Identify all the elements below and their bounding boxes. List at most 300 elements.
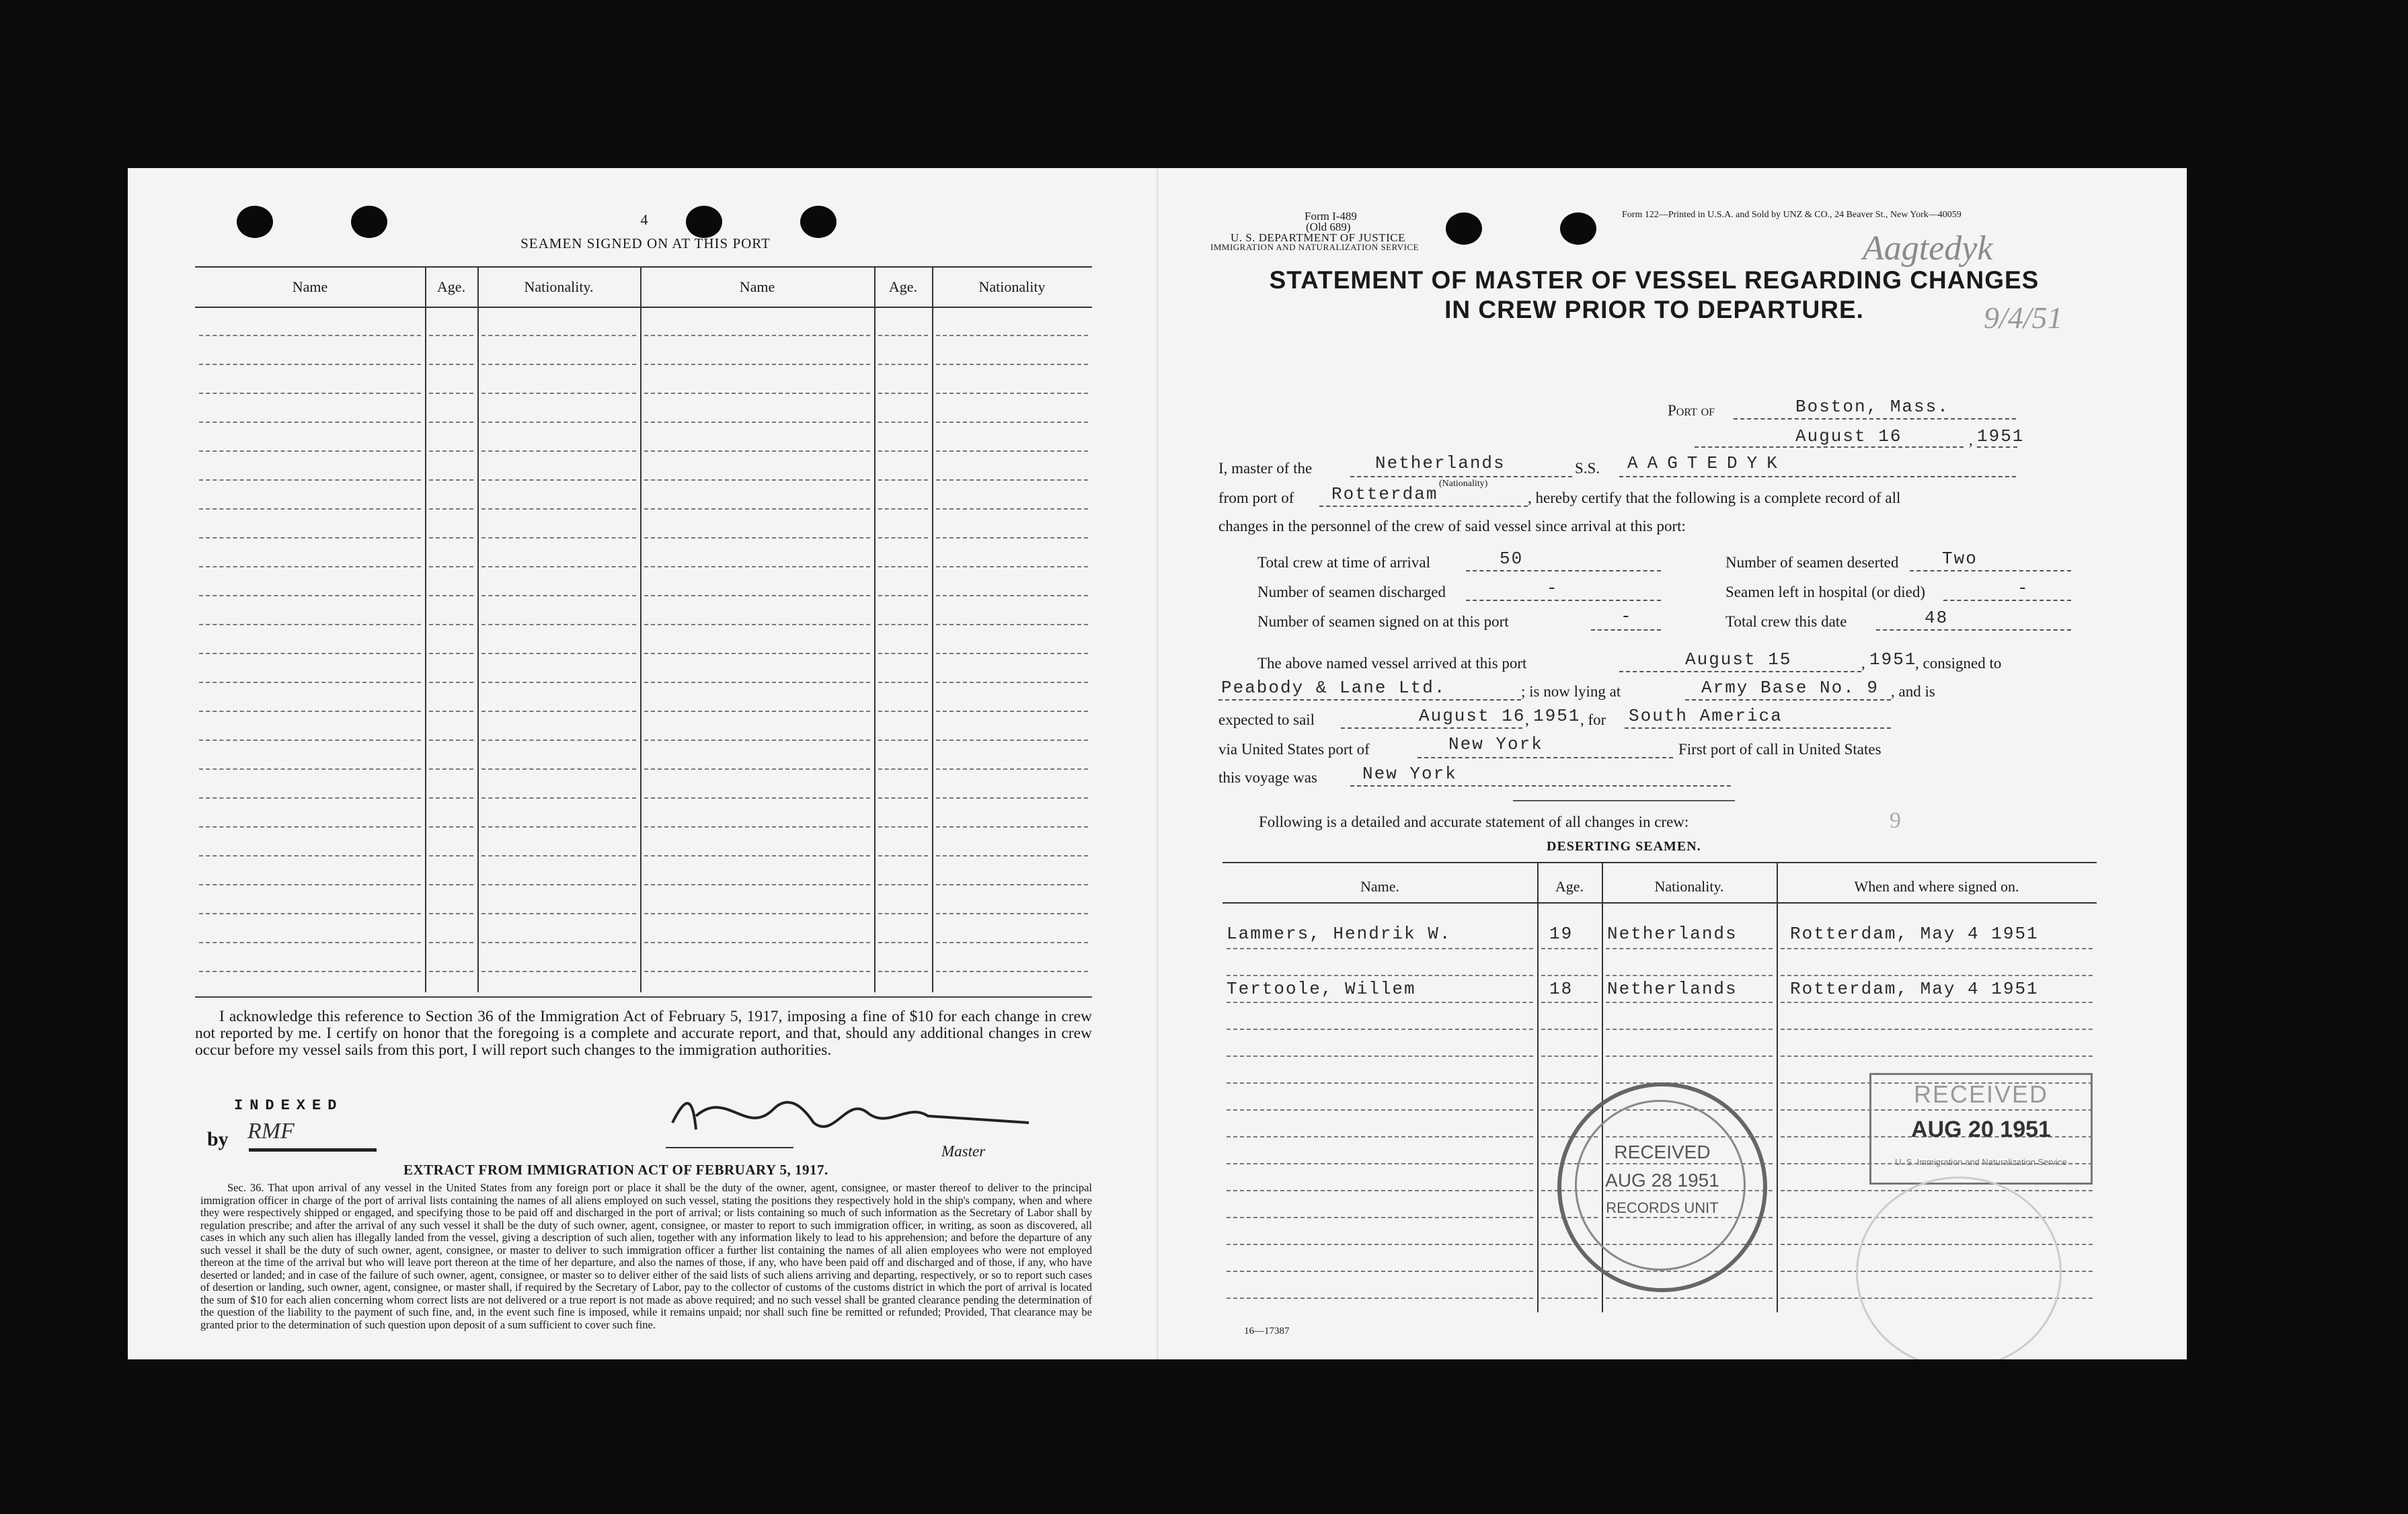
from-port-value: Rotterdam — [1331, 484, 1438, 504]
ruled-line — [199, 740, 421, 741]
total-crew-arrival-label: Total crew at time of arrival — [1257, 554, 1431, 571]
ruled-line — [1781, 975, 2093, 976]
comma: , — [1861, 655, 1865, 672]
ruled-line — [1227, 1109, 1533, 1111]
ruled-line — [1541, 948, 1598, 949]
ruled-line — [481, 364, 636, 365]
ruled-line — [481, 971, 636, 972]
ruled-line — [936, 855, 1088, 856]
ruled-line — [1606, 1002, 1773, 1003]
signed-on-line — [1591, 629, 1661, 631]
for-label: , for — [1580, 711, 1606, 728]
deserted-label: Number of seamen deserted — [1725, 554, 1899, 571]
ruled-line — [1606, 975, 1773, 976]
ruled-line — [936, 942, 1088, 943]
form-title-line1: STATEMENT OF MASTER OF VESSEL REGARDING CHANGES — [1269, 266, 2040, 294]
ruled-line — [429, 913, 473, 914]
ruled-line — [481, 826, 636, 828]
ruled-line — [644, 422, 870, 423]
via-value: New York — [1448, 734, 1543, 754]
ruled-line — [878, 566, 928, 567]
deserters-header-border — [1222, 902, 2097, 904]
page-number: 4 — [640, 211, 648, 228]
column-divider — [874, 266, 876, 992]
ruled-line — [429, 884, 473, 885]
ruled-line — [1541, 975, 1598, 976]
ruled-line — [1606, 1298, 1773, 1299]
round-stamp-date: AUG 28 1951 — [1605, 1170, 1719, 1191]
ruled-line — [1541, 1109, 1598, 1111]
from-port-line — [1319, 506, 1528, 507]
ruled-line — [644, 826, 870, 828]
ruled-line — [644, 653, 870, 654]
comma: , — [1525, 711, 1529, 728]
ruled-line — [199, 942, 421, 943]
acknowledgement-text: I acknowledge this reference to Section 36 of the Immigration Act of February 5, 1917, imposing a fine of $10 for each change in crew not reported by me. I certify on honor that the foregoing is a complete and accurate report, and that, should any additional changes in crew occur before my vessel sails from this port, I will report such changes to the immigration authorities. — [195, 1008, 1092, 1059]
lying-value: Army Base No. 9 — [1701, 678, 1879, 698]
ruled-line — [878, 913, 928, 914]
ruled-line — [936, 422, 1088, 423]
ruled-line — [936, 450, 1088, 452]
ruled-line — [199, 884, 421, 885]
ruled-line — [878, 740, 928, 741]
ruled-line — [429, 566, 473, 567]
ruled-line — [878, 942, 928, 943]
extract-text: Sec. 36. That upon arrival of any vessel in the United States from any foreign port or place it shall be the duty of the owner, agent, consignee, or master thereof to deliver to the principal immigration officer in charge of the port of arrival lists containing the names of all aliens employed on such vessel, stating the positions they respectively hold in the ship's company, when and where they were respectively shipped or engaged, and specifying those to be paid off and discharged in the port of arrival; or lists containing so much of such information as the Secretary of Labor shall by regulation prescribe; and after the arrival of any such vessel it shall be the duty of such owner, agent, consignee, or master to report to such immigration officer, in writing, as soon as discovered, all cases in which any such alien has illegally landed from the vessel, giving a description of such alien, together with any information likely to lead to his apprehension; and before the departure of any such vessel it shall be the duty of such owner, agent, consignee, or master to deliver to such immigration officer a further list containing the names of all alien employees who were not employed thereon at the time of the arrival but who will leave port thereon at the time of her departure, and also the names of those, if any, who have been paid off and discharged and of those, if any, who have deserted or landed; and in case of the failure of such owner, agent, consignee, or master so to deliver either of the said lists of such aliens arriving and departing, respectively, or so to report such cases of desertion or landing, such owner, agent, consignee, or master shall, if required by the Secretary of Labor, pay to the collector of customs of the customs district in which the port of arrival is located the sum of $10 for each alien concerning whom correct lists are not delivered or a true report is not made as above required; and no such vessel shall be granted clearance pending the determination of the question of the liability to the payment of such fine, and, in the event such fine is imposed, while it remains unpaid; nor shall such fine be remitted or refunded; Provided, That clearance may be granted prior to the determination of such question upon deposit of a sum sufficient to cover such fine. — [200, 1181, 1092, 1331]
by-underline — [249, 1148, 377, 1152]
ruled-line — [1227, 1055, 1533, 1057]
ruled-line — [481, 422, 636, 423]
ruled-line — [878, 711, 928, 712]
round-stamp-label: RECEIVED — [1614, 1142, 1711, 1162]
column-divider — [1537, 862, 1539, 1312]
received-stamp-date: AUG 20 1951 — [1911, 1117, 2051, 1142]
column-divider — [425, 266, 426, 992]
ruled-line — [481, 711, 636, 712]
ruled-line — [1227, 1244, 1533, 1245]
ruled-line — [936, 740, 1088, 741]
master-of-label: I, master of the — [1218, 460, 1313, 477]
ruled-line — [481, 508, 636, 510]
consigned-label: , consigned to — [1915, 655, 2002, 672]
ruled-line — [878, 624, 928, 625]
ruled-line — [936, 971, 1088, 972]
ruled-line — [644, 335, 870, 336]
voyage-underline — [1513, 800, 1735, 801]
punch-hole — [351, 206, 387, 238]
ruled-line — [1227, 1002, 1533, 1003]
ghost-stamp — [1856, 1177, 2062, 1359]
ruled-line — [429, 624, 473, 625]
voyage-value: New York — [1362, 764, 1457, 784]
ruled-line — [878, 450, 928, 452]
ruled-line — [936, 826, 1088, 828]
ruled-line — [429, 682, 473, 683]
dcol-header-age: Age. — [1555, 878, 1584, 895]
ruled-line — [481, 913, 636, 914]
ruled-line — [644, 971, 870, 972]
ruled-line — [936, 537, 1088, 539]
ruled-line — [199, 624, 421, 625]
ruled-line — [1227, 948, 1533, 949]
ruled-line — [429, 971, 473, 972]
table-top-border — [195, 266, 1092, 268]
hospital-line — [1943, 600, 2071, 601]
ruled-line — [936, 653, 1088, 654]
ruled-line — [1541, 1298, 1598, 1299]
lying-label: ; is now lying at — [1521, 683, 1621, 700]
ruled-line — [878, 364, 928, 365]
ruled-line — [936, 508, 1088, 510]
ruled-line — [429, 595, 473, 596]
ruled-line — [429, 335, 473, 336]
ruled-line — [429, 740, 473, 741]
arrived-label: The above named vessel arrived at this port — [1257, 655, 1527, 672]
ruled-line — [878, 971, 928, 972]
indexed-stamp: INDEXED — [234, 1097, 344, 1114]
ruled-line — [199, 335, 421, 336]
form-number: Form I-489 — [1305, 210, 1357, 223]
ruled-line — [481, 624, 636, 625]
dcol-header-name: Name. — [1360, 878, 1400, 895]
punch-hole — [1446, 212, 1482, 245]
ruled-line — [644, 711, 870, 712]
ruled-line — [644, 913, 870, 914]
expected-value: August 16 — [1419, 706, 1526, 726]
ruled-line — [878, 537, 928, 539]
signature-line — [666, 1147, 793, 1148]
ruled-line — [1606, 948, 1773, 949]
ruled-line — [429, 942, 473, 943]
year-value: 1951 — [1977, 426, 2025, 446]
ruled-line — [199, 450, 421, 452]
following-label: Following is a detailed and accurate statement of all changes in crew: — [1259, 813, 1689, 830]
date-line — [1695, 446, 1964, 448]
discharged-line — [1466, 600, 1661, 601]
deserter-age: 19 — [1549, 924, 1574, 944]
ruled-line — [429, 450, 473, 452]
ruled-line — [199, 826, 421, 828]
total-crew-date-line — [1876, 629, 2071, 631]
col-header-nationality-2: Nationality — [978, 278, 1046, 295]
deserter-age: 18 — [1549, 979, 1574, 999]
ruled-line — [199, 797, 421, 799]
discharged-label: Number of seamen discharged — [1257, 584, 1446, 600]
punch-hole — [686, 206, 722, 238]
ruled-line — [199, 913, 421, 914]
total-crew-date-value: 48 — [1925, 608, 1949, 628]
by-initials: RMF — [247, 1119, 295, 1144]
nationality-value: Netherlands — [1375, 453, 1506, 473]
ruled-line — [936, 566, 1088, 567]
records-unit-stamp — [1557, 1082, 1767, 1292]
ruled-line — [429, 826, 473, 828]
ruled-line — [1227, 1163, 1533, 1164]
ruled-line — [199, 682, 421, 683]
ruled-line — [878, 393, 928, 394]
column-divider — [1777, 862, 1778, 1312]
ruled-line — [1227, 1271, 1533, 1272]
ruled-line — [1541, 1055, 1598, 1057]
ruled-line — [481, 537, 636, 539]
footer-code: 16—17387 — [1244, 1326, 1290, 1337]
ruled-line — [481, 768, 636, 770]
ruled-line — [878, 422, 928, 423]
ruled-line — [936, 768, 1088, 770]
ruled-line — [481, 884, 636, 885]
ruled-line — [1781, 948, 2093, 949]
ruled-line — [429, 479, 473, 481]
destination-line — [1625, 727, 1891, 729]
ruled-line — [644, 855, 870, 856]
ruled-line — [936, 335, 1088, 336]
ruled-line — [936, 595, 1088, 596]
first-port-label: First port of call in United States — [1678, 741, 1881, 758]
ruled-line — [429, 508, 473, 510]
ruled-line — [199, 364, 421, 365]
ruled-line — [644, 624, 870, 625]
deserter-signed: Rotterdam, May 4 1951 — [1790, 924, 2039, 944]
year-line — [1977, 446, 2017, 448]
expected-line — [1341, 727, 1522, 729]
deserter-nationality: Netherlands — [1607, 924, 1738, 944]
ruled-line — [1227, 1029, 1533, 1030]
col-header-age-2: Age. — [888, 278, 918, 295]
ruled-line — [1227, 1217, 1533, 1218]
printer-line: Form 122—Printed in U.S.A. and Sold by UNZ & CO., 24 Beaver St., New York—40059 — [1622, 210, 1962, 220]
deserted-line — [1910, 570, 2071, 571]
ruled-line — [199, 711, 421, 712]
ruled-line — [936, 711, 1088, 712]
ruled-line — [644, 479, 870, 481]
dcol-header-nationality: Nationality. — [1654, 878, 1724, 895]
ruled-line — [481, 682, 636, 683]
lying-line — [1685, 699, 1891, 701]
ruled-line — [481, 653, 636, 654]
voyage-line — [1350, 785, 1731, 787]
total-crew-arrival-value: 50 — [1500, 549, 1524, 569]
handwritten-vessel: Aagtedyk — [1863, 229, 1993, 268]
left-page-title: SEAMEN SIGNED ON AT THIS PORT — [520, 235, 771, 251]
col-header-nationality: Nationality. — [524, 278, 594, 295]
received-stamp-footer: U. S. Immigration and Naturalization Service — [1895, 1157, 2067, 1167]
ruled-line — [199, 537, 421, 539]
ruled-line — [878, 335, 928, 336]
ruled-line — [1781, 1002, 2093, 1003]
ruled-line — [481, 740, 636, 741]
deserted-value: Two — [1942, 549, 1978, 569]
hospital-label: Seamen left in hospital (or died) — [1725, 584, 1926, 600]
certify-text-2: changes in the personnel of the crew of said vessel since arrival at this port: — [1218, 518, 1686, 534]
by-label: by — [207, 1128, 229, 1150]
via-label: via United States port of — [1218, 741, 1370, 758]
service: IMMIGRATION AND NATURALIZATION SERVICE — [1210, 242, 1420, 252]
ruled-line — [429, 855, 473, 856]
deserter-signed: Rotterdam, May 4 1951 — [1790, 979, 2039, 999]
dcol-header-signed: When and where signed on. — [1854, 878, 2019, 895]
extract-title: EXTRACT FROM IMMIGRATION ACT OF FEBRUARY 5, 1917. — [403, 1162, 828, 1178]
and-is-label: , and is — [1891, 683, 1935, 700]
ruled-line — [878, 826, 928, 828]
ruled-line — [481, 797, 636, 799]
received-stamp-label: RECEIVED — [1913, 1080, 2049, 1108]
master-signature — [666, 1076, 1042, 1150]
ruled-line — [481, 566, 636, 567]
ruled-line — [1541, 1271, 1598, 1272]
deserting-title: DESERTING SEAMEN. — [1547, 839, 1701, 854]
total-crew-arrival-line — [1466, 570, 1661, 571]
column-divider — [640, 266, 642, 992]
ruled-line — [936, 479, 1088, 481]
department: U. S. DEPARTMENT OF JUSTICE — [1231, 231, 1405, 244]
signed-on-value: - — [1621, 606, 1633, 627]
ruled-line — [199, 479, 421, 481]
ruled-line — [1227, 975, 1533, 976]
column-divider — [932, 266, 933, 992]
punch-hole — [237, 206, 273, 238]
vessel-line — [1619, 476, 2016, 477]
ruled-line — [644, 595, 870, 596]
ruled-line — [199, 508, 421, 510]
ruled-line — [429, 768, 473, 770]
ruled-line — [644, 768, 870, 770]
ruled-line — [878, 855, 928, 856]
punch-hole — [800, 206, 837, 238]
ruled-line — [429, 797, 473, 799]
destination-value: South America — [1629, 706, 1783, 726]
ruled-line — [644, 566, 870, 567]
ack-divider — [195, 996, 1092, 998]
punch-hole — [1560, 212, 1596, 245]
handwritten-date: 9/4/51 — [1984, 301, 2063, 335]
ruled-line — [1541, 1029, 1598, 1030]
ruled-line — [481, 942, 636, 943]
ruled-line — [878, 653, 928, 654]
col-header-age: Age. — [436, 278, 466, 295]
ruled-line — [644, 884, 870, 885]
hospital-value: - — [2017, 578, 2029, 598]
ruled-line — [1606, 1055, 1773, 1057]
arrived-year: 1951 — [1869, 649, 1917, 670]
ruled-line — [1541, 1082, 1598, 1084]
nationality-line — [1350, 476, 1572, 477]
received-stamp-rect — [1869, 1073, 2093, 1185]
ruled-line — [429, 393, 473, 394]
via-line — [1417, 757, 1673, 758]
discharged-value: - — [1547, 578, 1559, 598]
ruled-line — [1227, 1136, 1533, 1138]
column-divider — [477, 266, 479, 992]
ruled-line — [199, 768, 421, 770]
ruled-line — [878, 479, 928, 481]
ss-label: S.S. — [1575, 460, 1600, 477]
ruled-line — [936, 682, 1088, 683]
comma: , — [1969, 432, 1973, 448]
consignee-value: Peabody & Lane Ltd. — [1221, 678, 1446, 698]
ruled-line — [429, 364, 473, 365]
ruled-line — [1227, 1298, 1533, 1299]
ruled-line — [644, 450, 870, 452]
ruled-line — [429, 711, 473, 712]
ruled-line — [1606, 1029, 1773, 1030]
ruled-line — [1227, 1190, 1533, 1191]
ruled-line — [481, 335, 636, 336]
ruled-line — [936, 364, 1088, 365]
document-sheet — [128, 168, 2187, 1359]
ruled-line — [199, 971, 421, 972]
voyage-label: this voyage was — [1218, 769, 1317, 786]
col-header-name: Name — [292, 278, 328, 295]
arrived-value: August 15 — [1685, 649, 1792, 670]
deserter-name: Lammers, Hendrik W. — [1227, 924, 1452, 944]
round-stamp-unit: RECORDS UNIT — [1606, 1199, 1719, 1216]
ruled-line — [644, 537, 870, 539]
ruled-line — [1781, 1029, 2093, 1030]
ruled-line — [1781, 1055, 2093, 1057]
page-fold — [1157, 168, 1158, 1359]
consignee-line — [1218, 699, 1521, 701]
ruled-line — [936, 393, 1088, 394]
arrived-line — [1619, 671, 1861, 672]
ruled-line — [481, 450, 636, 452]
ruled-line — [878, 768, 928, 770]
deserter-name: Tertoole, Willem — [1227, 979, 1416, 999]
ruled-line — [481, 855, 636, 856]
ruled-line — [429, 537, 473, 539]
ruled-line — [878, 508, 928, 510]
ruled-line — [878, 595, 928, 596]
ruled-line — [199, 566, 421, 567]
ruled-line — [199, 393, 421, 394]
expected-year: 1951 — [1533, 706, 1581, 726]
ruled-line — [1227, 1082, 1533, 1084]
following-mark: 9 — [1890, 808, 1901, 833]
ruled-line — [644, 797, 870, 799]
ruled-line — [644, 740, 870, 741]
ruled-line — [936, 797, 1088, 799]
ruled-line — [481, 479, 636, 481]
form-old: (Old 689) — [1306, 221, 1351, 233]
nationality-caption: (Nationality) — [1439, 479, 1488, 489]
vessel-value: AAGTEDYK — [1627, 453, 1787, 473]
from-port-label: from port of — [1218, 489, 1294, 506]
port-of-value: Boston, Mass. — [1795, 397, 1949, 417]
form-title-line2: IN CREW PRIOR TO DEPARTURE. — [1444, 296, 1864, 323]
ruled-line — [878, 797, 928, 799]
certify-text: , hereby certify that the following is a complete record of all — [1528, 489, 1901, 506]
ruled-line — [1606, 1082, 1773, 1084]
ruled-line — [878, 884, 928, 885]
ruled-line — [199, 422, 421, 423]
ruled-line — [644, 682, 870, 683]
deserters-top-border — [1222, 862, 2097, 863]
ruled-line — [481, 393, 636, 394]
ruled-line — [936, 884, 1088, 885]
table-header-border — [195, 307, 1092, 308]
master-label: Master — [941, 1143, 986, 1160]
date-value: August 16 — [1795, 426, 1902, 446]
ruled-line — [199, 595, 421, 596]
ruled-line — [1541, 1002, 1598, 1003]
ruled-line — [644, 942, 870, 943]
ruled-line — [936, 913, 1088, 914]
deserter-nationality: Netherlands — [1607, 979, 1738, 999]
ruled-line — [644, 508, 870, 510]
expected-label: expected to sail — [1218, 711, 1315, 728]
ruled-line — [429, 422, 473, 423]
total-crew-date-label: Total crew this date — [1725, 613, 1847, 630]
port-of-line — [1734, 418, 2016, 420]
